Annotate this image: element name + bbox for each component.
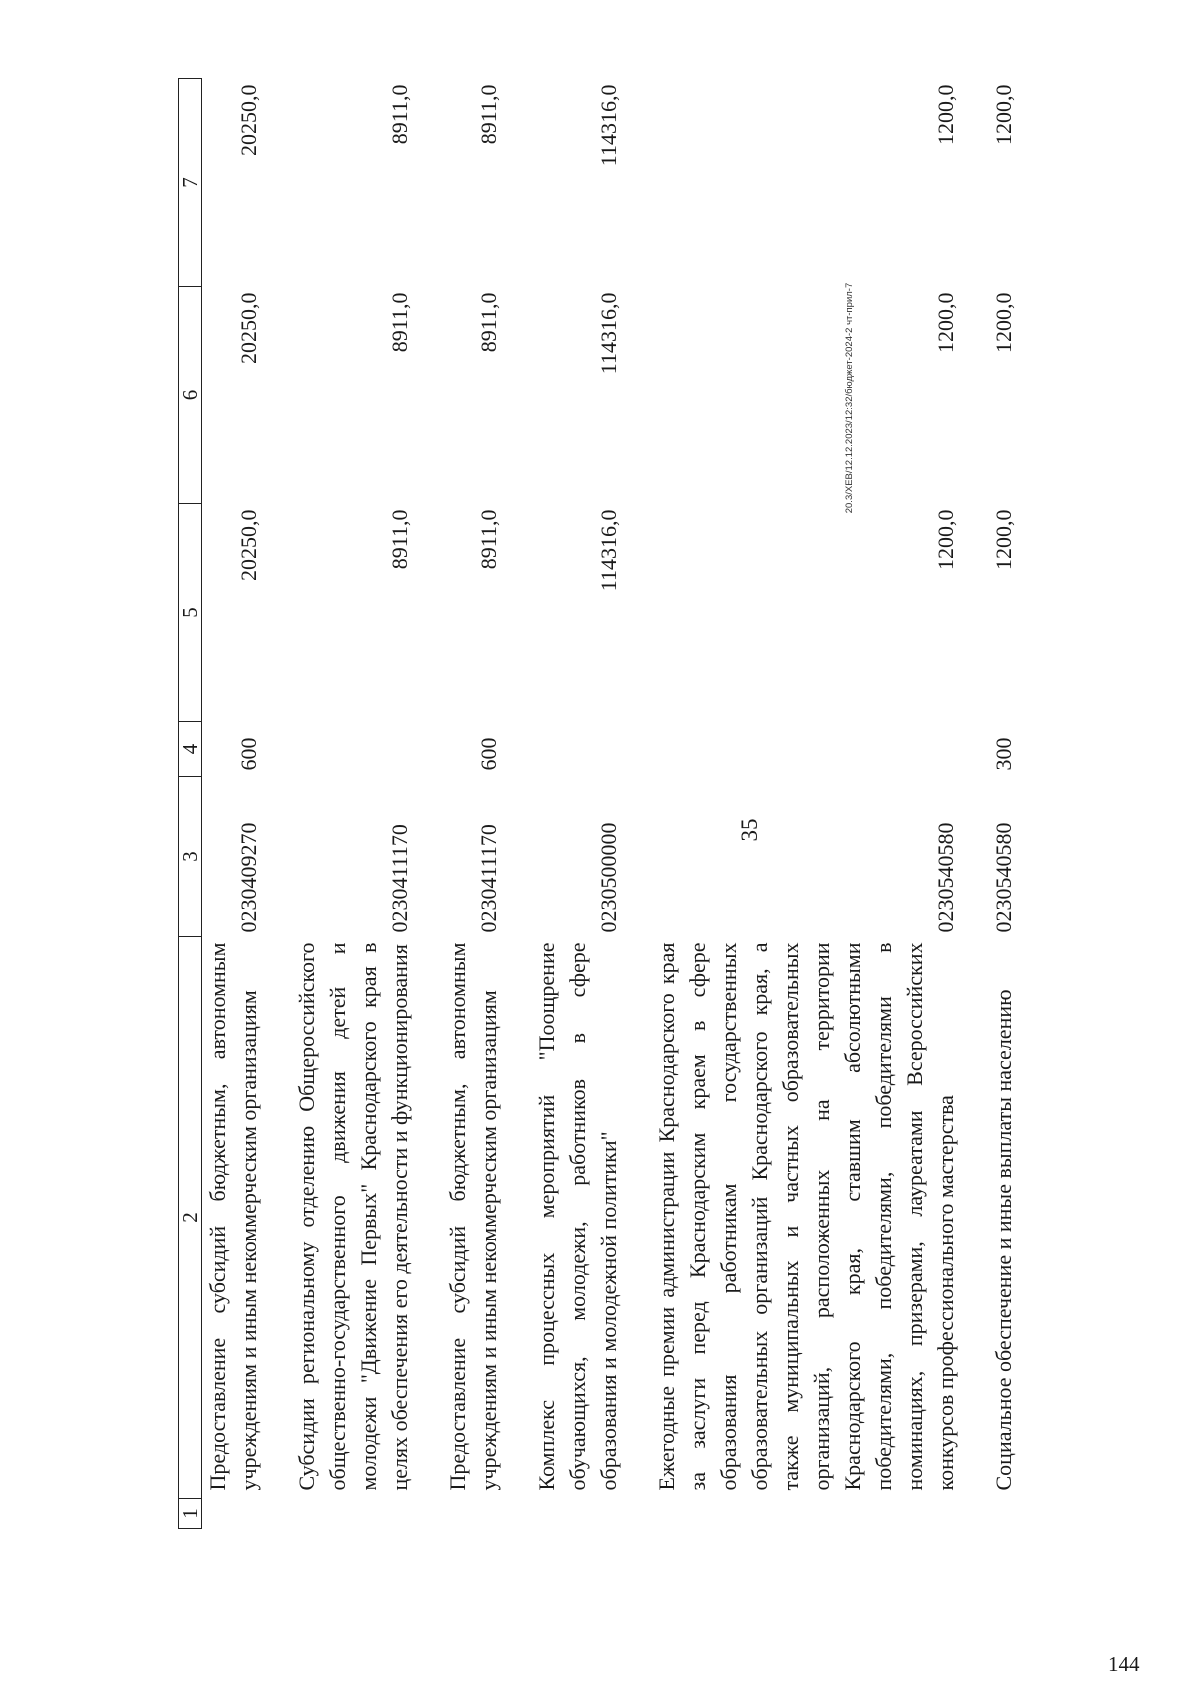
row-value-col7: 1200,0 bbox=[933, 84, 958, 145]
row-type bbox=[651, 722, 961, 777]
row-description: Предоставление субсидий бюджетным, автономным учреждениям и иным некоммерческим организациям bbox=[205, 942, 261, 1491]
row-code: 0230500000 bbox=[596, 822, 621, 933]
row-value-col5: 114316,0 bbox=[596, 509, 621, 592]
table-row bbox=[291, 79, 415, 1529]
row-value-col5: 1200,0 bbox=[933, 509, 958, 570]
row-description: Субсидии региональному отделению Общероссийского общественно-государственного движения детей и молодежи "Движение Первых" Краснодарского края в целях обеспечения его деятельности и функционирования bbox=[294, 942, 412, 1491]
row-value-col5: 8911,0 bbox=[476, 509, 501, 570]
header-col-2: 2 bbox=[179, 937, 202, 1499]
row-description: Социальное обеспечение и иные выплаты населению bbox=[991, 989, 1016, 1491]
row-code: 0230409270 bbox=[236, 822, 261, 933]
row-value-col7: 8911,0 bbox=[476, 84, 501, 145]
row-value-col6: 8911,0 bbox=[387, 292, 412, 353]
sheet-number: 144 bbox=[1108, 1652, 1140, 1676]
header-col-3: 3 bbox=[179, 777, 202, 937]
row-code: 0230411170 bbox=[387, 824, 412, 933]
footer-document-code: 20.3/ХЕВ/12.12.2023/12:32/бюджет-2024-2 чт-прил-7 bbox=[844, 282, 855, 514]
header-col-5: 5 bbox=[179, 504, 202, 722]
table-row bbox=[202, 79, 265, 1529]
header-col-7: 7 bbox=[179, 79, 202, 287]
row-code: 0230540580 bbox=[991, 822, 1016, 933]
row-description: Ежегодные премии администрации Краснодарского края за заслуги перед Краснодарским краем в сфере образования работникам государственных образовательных организаций Краснодарского края, а также муниципальных и частных образовательных организаций, расположенных на территории Краснодарского края, ставшим абсолютными победителями, победителями, победителями в номинациях, призерами, лауреатами Всероссийских конкурсов профессионального мастерства bbox=[654, 942, 958, 1491]
row-description: Предоставление субсидий бюджетным, автономным учреждениям и иным некоммерческим организациям bbox=[445, 942, 501, 1491]
header-col-6: 6 bbox=[179, 287, 202, 504]
row-value-col7: 114316,0 bbox=[596, 84, 621, 167]
header-col-4: 4 bbox=[179, 722, 202, 777]
row-code: 0230540580 bbox=[933, 822, 958, 933]
page-number: 35 bbox=[737, 818, 762, 842]
row-value-col6: 1200,0 bbox=[991, 292, 1016, 353]
row-value-col6: 20250,0 bbox=[236, 292, 261, 364]
row-value-col7: 1200,0 bbox=[991, 84, 1016, 145]
row-value-col5: 20250,0 bbox=[236, 509, 261, 581]
row-type: 600 bbox=[236, 737, 261, 771]
row-value-col6: 1200,0 bbox=[933, 292, 958, 353]
table-row bbox=[651, 79, 961, 1529]
row-value-col5: 1200,0 bbox=[991, 509, 1016, 570]
row-type bbox=[531, 722, 624, 777]
table-row bbox=[442, 79, 504, 1529]
row-type bbox=[291, 722, 415, 777]
row-code: 0230411170 bbox=[476, 824, 501, 933]
row-value-col6: 8911,0 bbox=[476, 292, 501, 353]
table-row bbox=[531, 79, 624, 1529]
row-type: 300 bbox=[991, 737, 1016, 771]
header-row bbox=[179, 79, 202, 1529]
row-value-col7: 20250,0 bbox=[236, 84, 261, 156]
budget-table-rotated bbox=[178, 78, 1019, 1529]
budget-table bbox=[178, 78, 1019, 1529]
row-description: Комплекс процессных мероприятий "Поощрение обучающихся, молодежи, работников в сфере образования и молодежной политики" bbox=[534, 942, 621, 1491]
row-value-col7: 8911,0 bbox=[387, 84, 412, 145]
row-value-col5: 8911,0 bbox=[387, 509, 412, 570]
row-value-col6: 114316,0 bbox=[596, 292, 621, 375]
table-row bbox=[988, 79, 1019, 1529]
row-type: 600 bbox=[476, 737, 501, 771]
header-col-1: 1 bbox=[179, 1499, 202, 1529]
